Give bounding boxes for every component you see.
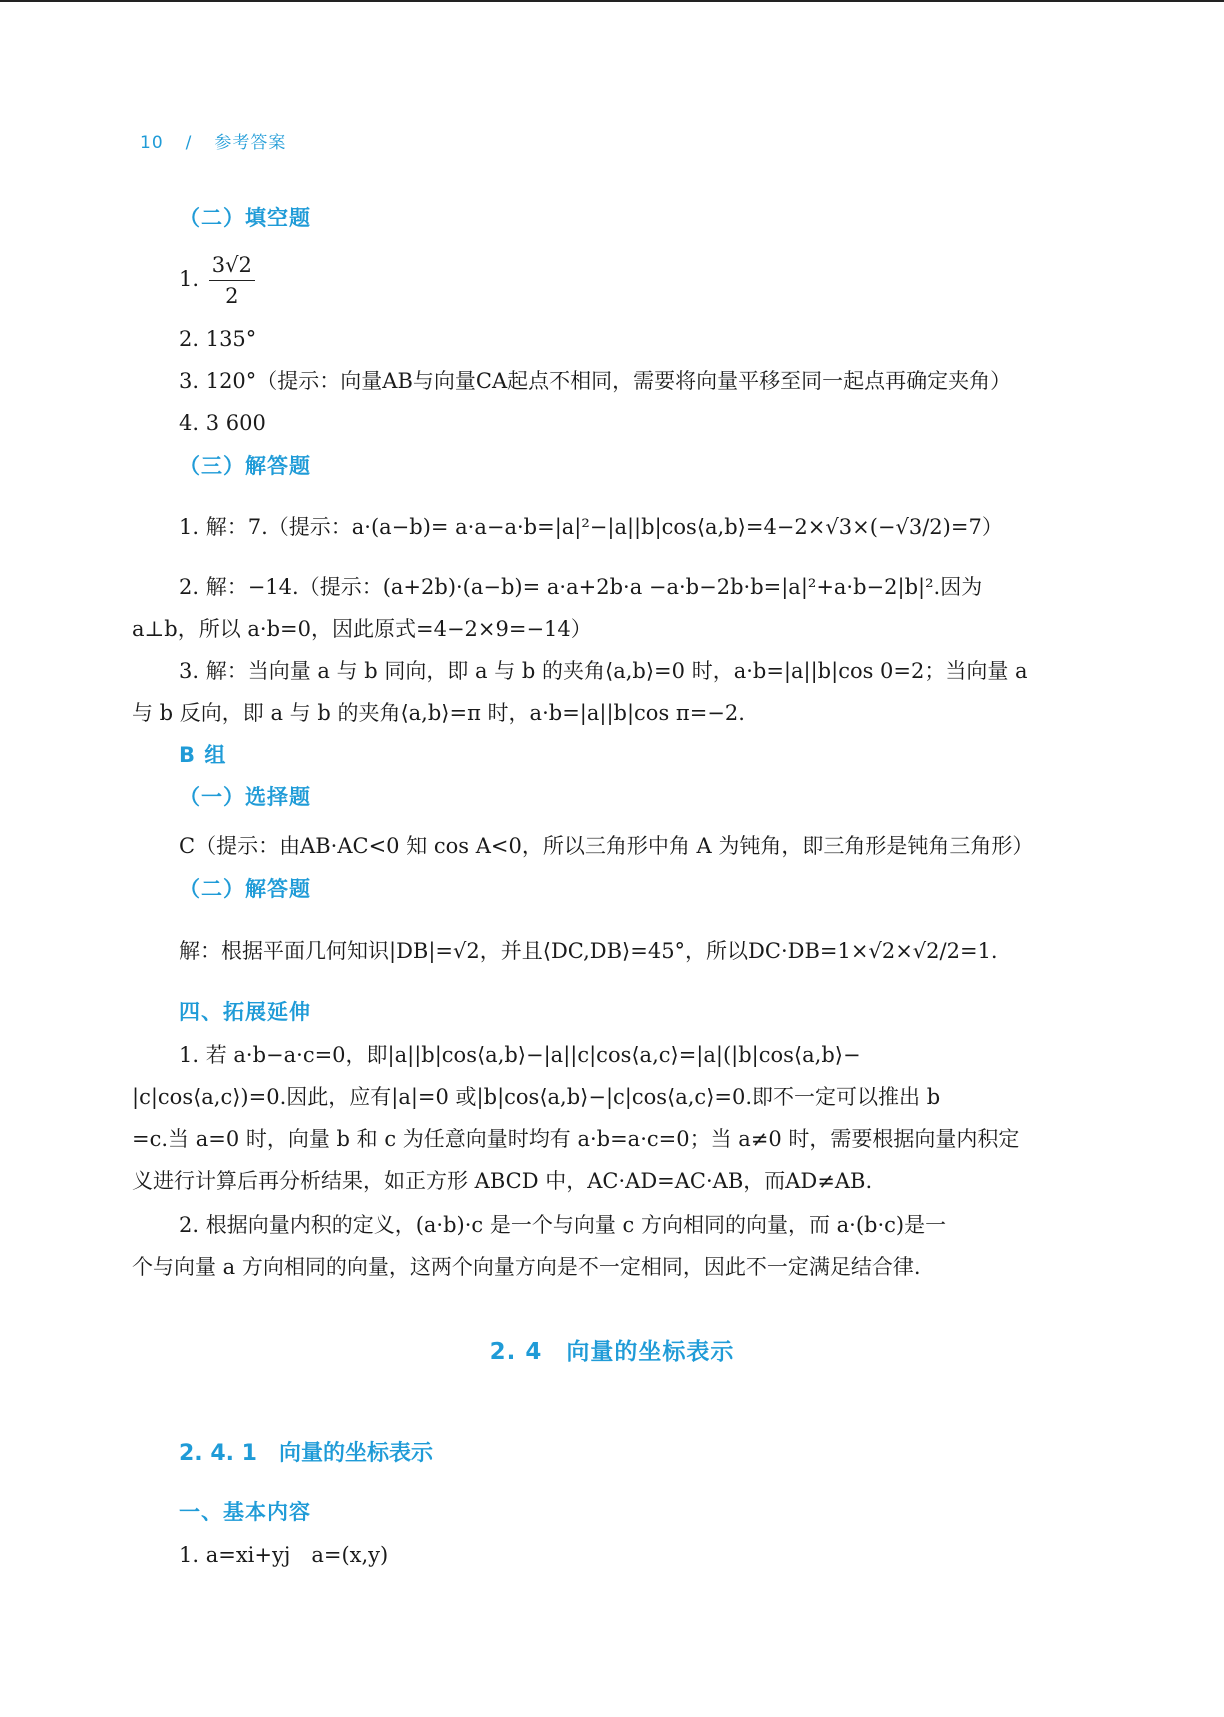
fill-blank-2: 2. 135° <box>179 327 257 351</box>
group-b-title: B 组 <box>179 743 227 767</box>
fb1-numerator: 3√2 <box>209 250 255 281</box>
fb1-prefix: 1. <box>179 267 200 291</box>
top-rule <box>0 0 1224 2</box>
fill-blank-3: 3. 120°（提示：向量AB与向量CA起点不相同，需要将向量平移至同一起点再确定夹角） <box>179 369 1012 393</box>
choice-answer: C（提示：由AB·AC<0 知 cos A<0，所以三角形中角 A 为钝角，即三角形是钝角三角形） <box>179 834 1034 858</box>
answer-q2-line1: 2. 解：−14.（提示：(a+2b)·(a−b)= a·a+2b·a −a·b−2b·b=|a|²+a·b−2|b|².因为 <box>179 575 983 599</box>
running-header <box>140 128 286 153</box>
answer-q3-line1: 3. 解：当向量 a 与 b 同向，即 a 与 b 的夹角⟨a,b⟩=0 时，a·b=|a||b|cos 0=2；当向量 a <box>179 659 1028 683</box>
answer-q3-line2: 与 b 反向，即 a 与 b 的夹角⟨a,b⟩=π 时，a·b=|a||b|cos π=−2. <box>132 701 745 725</box>
fill-blank-4: 4. 3 600 <box>179 411 266 435</box>
extend-1-line2: |c|cos⟨a,c⟩)=0.因此，应有|a|=0 或|b|cos⟨a,b⟩−|c|cos⟨a,c⟩=0.即不一定可以推出 b <box>132 1085 941 1109</box>
b-answer: 解：根据平面几何知识|DB|=√2，并且⟨DC,DB⟩=45°，所以DC·DB=1×√2×√2/2=1. <box>179 939 998 963</box>
extend-2-line1: 2. 根据向量内积的定义，(a·b)·c 是一个与向量 c 方向相同的向量，而 a·(b·c)是一 <box>179 1213 947 1237</box>
fb1-denominator: 2 <box>225 284 239 308</box>
extend-1-line3: =c.当 a=0 时，向量 b 和 c 为任意向量时均有 a·b=a·c=0；当 a≠0 时，需要根据向量内积定 <box>132 1127 1020 1151</box>
fill-blank-1 <box>179 250 258 311</box>
answer-q2-line2: a⊥b，所以 a·b=0，因此原式=4−2×9=−14） <box>132 617 592 641</box>
chapter-title: 2. 4 向量的坐标表示 <box>489 1339 735 1365</box>
header-separator: / <box>185 133 193 153</box>
section-answer-questions-b: （二）解答题 <box>179 877 311 901</box>
fb1-fraction <box>209 250 255 311</box>
extend-1-line1: 1. 若 a·b−a·c=0，即|a||b|cos⟨a,b⟩−|a||c|cos⟨a,c⟩=|a|(|b|cos⟨a,b⟩− <box>179 1043 861 1067</box>
subchapter-title: 2. 4. 1 向量的坐标表示 <box>179 1441 433 1466</box>
section-fill-blank: （二）填空题 <box>179 206 311 230</box>
extend-1-line4: 义进行计算后再分析结果，如正方形 ABCD 中，AC·AD=AC·AB，而AD≠AB. <box>132 1169 873 1193</box>
extend-2-line2: 个与向量 a 方向相同的向量，这两个向量方向是不一定相同，因此不一定满足结合律. <box>132 1255 921 1279</box>
header-title: 参考答案 <box>214 133 287 153</box>
section-extend: 四、拓展延伸 <box>179 1000 311 1024</box>
page-number: 10 <box>140 133 164 153</box>
section-choice: （一）选择题 <box>179 785 311 809</box>
section-answer-questions: （三）解答题 <box>179 454 311 478</box>
basic-1: 1. a=xi+yj a=(x,y) <box>179 1543 389 1567</box>
section-basic-content: 一、基本内容 <box>179 1500 311 1524</box>
answer-q1: 1. 解：7.（提示：a·(a−b)= a·a−a·b=|a|²−|a||b|cos⟨a,b⟩=4−2×√3×(−√3/2)=7） <box>179 515 1003 539</box>
